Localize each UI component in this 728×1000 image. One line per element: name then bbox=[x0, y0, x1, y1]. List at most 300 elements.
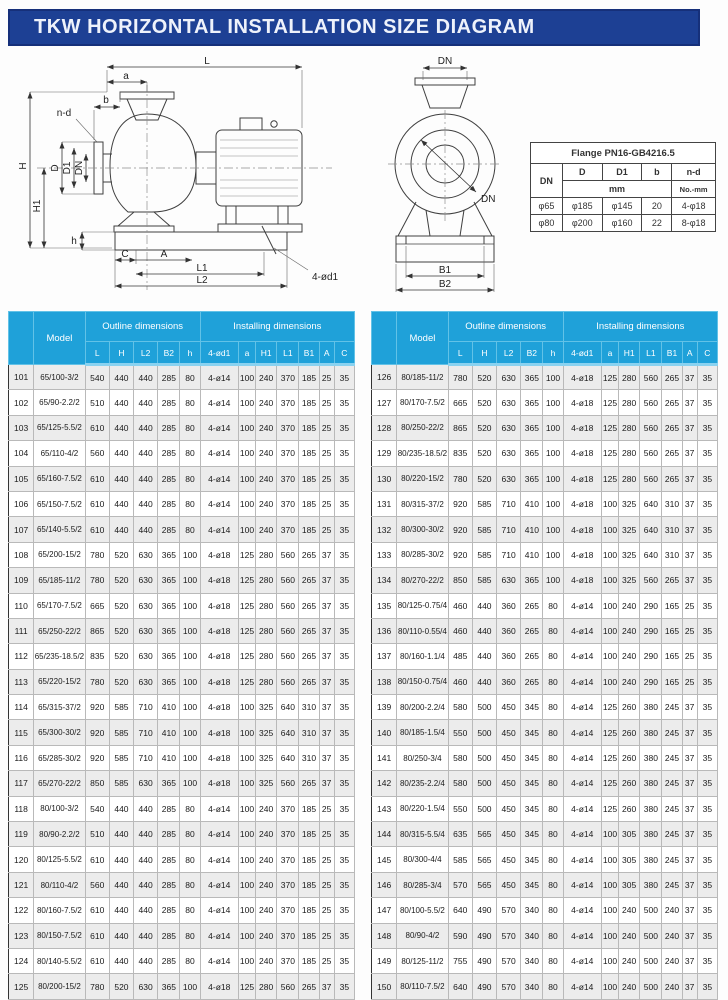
col-L1: L1 bbox=[640, 342, 662, 365]
dim-cell: 340 bbox=[521, 974, 543, 999]
installing-group-header: Installing dimensions bbox=[563, 312, 717, 342]
dim-cell: 500 bbox=[640, 898, 662, 923]
dim-cell: 37 bbox=[682, 898, 697, 923]
dim-cell: 365 bbox=[521, 415, 543, 440]
model-cell: 80/270-22/2 bbox=[397, 568, 448, 593]
dim-cell: 125 bbox=[238, 669, 255, 694]
dim-cell: 240 bbox=[256, 365, 277, 390]
dim-cell: 285 bbox=[158, 466, 180, 491]
dim-cell: 240 bbox=[619, 669, 640, 694]
model-cell: 80/285-30/2 bbox=[397, 542, 448, 567]
model-cell: 80/300-30/2 bbox=[397, 517, 448, 542]
table-row bbox=[372, 695, 718, 720]
col-C: C bbox=[697, 342, 717, 365]
table-row bbox=[9, 491, 355, 516]
dim-cell: 345 bbox=[521, 847, 543, 872]
dim-cell: 450 bbox=[497, 872, 521, 897]
dim-cell: 185 bbox=[299, 491, 319, 516]
dim-cell: 35 bbox=[697, 415, 717, 440]
table-row bbox=[9, 390, 355, 415]
dim-cell: 560 bbox=[640, 390, 662, 415]
dim-cell: 240 bbox=[256, 441, 277, 466]
model-cell: 80/315-37/2 bbox=[397, 491, 448, 516]
row-number: 143 bbox=[372, 796, 397, 821]
dim-cell: 4-ø14 bbox=[563, 771, 601, 796]
row-number: 131 bbox=[372, 491, 397, 516]
col-B2: B2 bbox=[521, 342, 543, 365]
dim-cell: 35 bbox=[697, 466, 717, 491]
dim-cell: 835 bbox=[85, 644, 109, 669]
dim-cell: 4-ø14 bbox=[563, 593, 601, 618]
dim-cell: 100 bbox=[238, 441, 255, 466]
dim-cell: 560 bbox=[277, 644, 299, 669]
dim-cell: 360 bbox=[497, 593, 521, 618]
dim-cell: 35 bbox=[334, 415, 354, 440]
dim-cell: 570 bbox=[448, 872, 472, 897]
dim-cell: 80 bbox=[180, 847, 200, 872]
dim-cell: 370 bbox=[277, 822, 299, 847]
dim-cell: 4-ø14 bbox=[563, 923, 601, 948]
dim-cell: 560 bbox=[640, 365, 662, 390]
dim-cell: φ160 bbox=[602, 215, 642, 232]
dim-cell: 265 bbox=[521, 669, 543, 694]
dim-cell: 185 bbox=[299, 415, 319, 440]
flange-col-b: b bbox=[642, 164, 672, 181]
dim-cell: 450 bbox=[497, 822, 521, 847]
table-row bbox=[372, 745, 718, 770]
dim-cell: 35 bbox=[697, 365, 717, 390]
dim-cell: 285 bbox=[158, 822, 180, 847]
dim-cell: 850 bbox=[448, 568, 472, 593]
dim-cell: 100 bbox=[601, 898, 618, 923]
dim-cell: 25 bbox=[682, 669, 697, 694]
dim-label-a: a bbox=[123, 71, 129, 82]
dim-cell: 37 bbox=[682, 720, 697, 745]
model-cell: 80/200-2.2/4 bbox=[397, 695, 448, 720]
dim-cell: 490 bbox=[472, 974, 496, 999]
dim-cell: 185 bbox=[299, 847, 319, 872]
dim-cell: 245 bbox=[662, 771, 682, 796]
dim-cell: 37 bbox=[319, 720, 334, 745]
dim-cell: 520 bbox=[472, 365, 496, 390]
dim-cell: 360 bbox=[497, 644, 521, 669]
dim-cell: 37 bbox=[319, 974, 334, 999]
dim-cell: 520 bbox=[109, 593, 133, 618]
dim-cell: 245 bbox=[662, 872, 682, 897]
table-row bbox=[372, 491, 718, 516]
drawing-area bbox=[0, 48, 728, 308]
dim-cell: 570 bbox=[497, 898, 521, 923]
dim-cell: 80 bbox=[543, 669, 563, 694]
row-number: 103 bbox=[9, 415, 34, 440]
dim-cell: 80 bbox=[180, 365, 200, 390]
dimension-tables bbox=[8, 311, 718, 1000]
model-cell: 65/160-7.5/2 bbox=[34, 466, 85, 491]
dim-cell: 185 bbox=[299, 390, 319, 415]
dim-cell: 410 bbox=[158, 720, 180, 745]
dim-cell: 305 bbox=[619, 847, 640, 872]
dim-cell: 4-ø18 bbox=[563, 415, 601, 440]
dim-cell: 4-ø14 bbox=[200, 898, 238, 923]
dim-cell: 100 bbox=[601, 948, 618, 973]
model-cell: 80/110-7.5/2 bbox=[397, 974, 448, 999]
row-number: 134 bbox=[372, 568, 397, 593]
dim-cell: 550 bbox=[448, 796, 472, 821]
dim-cell: 440 bbox=[134, 491, 158, 516]
page-title: TKW HORIZONTAL INSTALLATION SIZE DIAGRAM bbox=[34, 16, 535, 38]
dim-cell: 345 bbox=[521, 796, 543, 821]
dim-cell: 35 bbox=[697, 390, 717, 415]
dim-cell: 4-ø14 bbox=[563, 669, 601, 694]
dim-cell: 440 bbox=[472, 669, 496, 694]
model-cell: 65/220-15/2 bbox=[34, 669, 85, 694]
dim-cell: 440 bbox=[109, 415, 133, 440]
dim-cell: 585 bbox=[109, 695, 133, 720]
row-number: 125 bbox=[9, 974, 34, 999]
dim-cell: 325 bbox=[256, 695, 277, 720]
dim-cell: 4-ø18 bbox=[200, 695, 238, 720]
dim-cell: 240 bbox=[256, 796, 277, 821]
dim-cell: 560 bbox=[640, 466, 662, 491]
col-H: H bbox=[109, 342, 133, 365]
dim-cell: 4-ø18 bbox=[200, 974, 238, 999]
dim-cell: 35 bbox=[334, 491, 354, 516]
dim-cell: 125 bbox=[601, 720, 618, 745]
dim-cell: 560 bbox=[640, 441, 662, 466]
dim-cell: 440 bbox=[109, 898, 133, 923]
model-cell: 80/300-4/4 bbox=[397, 847, 448, 872]
table-row bbox=[372, 390, 718, 415]
model-header: Model bbox=[397, 312, 448, 365]
dim-cell: 280 bbox=[256, 644, 277, 669]
dim-cell: 610 bbox=[85, 923, 109, 948]
dim-cell: 780 bbox=[448, 466, 472, 491]
model-cell: 80/250-3/4 bbox=[397, 745, 448, 770]
dim-cell: 585 bbox=[109, 771, 133, 796]
dim-cell: 37 bbox=[319, 669, 334, 694]
dim-cell: 4-ø14 bbox=[563, 847, 601, 872]
dim-cell: 265 bbox=[299, 669, 319, 694]
dim-cell: 240 bbox=[619, 948, 640, 973]
row-number: 115 bbox=[9, 720, 34, 745]
dim-cell: 37 bbox=[682, 390, 697, 415]
dim-cell: 460 bbox=[448, 669, 472, 694]
dim-cell: 37 bbox=[319, 618, 334, 643]
row-number: 122 bbox=[9, 898, 34, 923]
dim-cell: 240 bbox=[256, 466, 277, 491]
dim-cell: 37 bbox=[682, 822, 697, 847]
row-number: 133 bbox=[372, 542, 397, 567]
row-number: 126 bbox=[372, 365, 397, 390]
dim-cell: 280 bbox=[619, 365, 640, 390]
dim-cell: 640 bbox=[640, 542, 662, 567]
dim-cell: 4-ø14 bbox=[563, 745, 601, 770]
dim-cell: 240 bbox=[256, 847, 277, 872]
dim-cell: 265 bbox=[299, 568, 319, 593]
dim-cell: 490 bbox=[472, 898, 496, 923]
model-cell: 65/185-11/2 bbox=[34, 568, 85, 593]
dim-cell: 4-ø14 bbox=[200, 390, 238, 415]
dim-cell: 37 bbox=[682, 695, 697, 720]
col-4-d1: 4-ød1 bbox=[563, 342, 601, 365]
dim-cell: 285 bbox=[158, 948, 180, 973]
dim-cell: 185 bbox=[299, 441, 319, 466]
dim-cell: 610 bbox=[85, 415, 109, 440]
dim-cell: 100 bbox=[238, 822, 255, 847]
dim-cell: 440 bbox=[109, 948, 133, 973]
dim-cell: 37 bbox=[682, 491, 697, 516]
table-row bbox=[531, 198, 716, 215]
dim-cell: 80 bbox=[543, 974, 563, 999]
row-number: 116 bbox=[9, 745, 34, 770]
dim-cell: 325 bbox=[256, 720, 277, 745]
dim-cell: 100 bbox=[543, 491, 563, 516]
dim-cell: 35 bbox=[697, 745, 717, 770]
dim-label-L: L bbox=[204, 56, 210, 67]
table-row bbox=[372, 796, 718, 821]
dim-cell: 440 bbox=[109, 923, 133, 948]
dim-cell: 100 bbox=[238, 923, 255, 948]
dim-cell: 510 bbox=[85, 822, 109, 847]
dim-cell: 35 bbox=[334, 618, 354, 643]
dim-cell: 25 bbox=[319, 390, 334, 415]
dim-cell: 345 bbox=[521, 822, 543, 847]
dim-cell: 4-ø14 bbox=[200, 948, 238, 973]
dim-cell: 25 bbox=[682, 644, 697, 669]
table-row bbox=[9, 644, 355, 669]
right-table-body bbox=[372, 365, 718, 1000]
dim-cell: 125 bbox=[601, 796, 618, 821]
dim-cell: 125 bbox=[238, 542, 255, 567]
dim-cell: 365 bbox=[158, 771, 180, 796]
dim-cell: 100 bbox=[238, 796, 255, 821]
dim-cell: 35 bbox=[697, 720, 717, 745]
dim-cell: 25 bbox=[319, 796, 334, 821]
dim-cell: 165 bbox=[662, 644, 682, 669]
dim-cell: 280 bbox=[619, 390, 640, 415]
table-row bbox=[531, 215, 716, 232]
dim-cell: 260 bbox=[619, 745, 640, 770]
dim-cell: 630 bbox=[134, 618, 158, 643]
dim-cell: 240 bbox=[256, 923, 277, 948]
dim-cell: 185 bbox=[299, 923, 319, 948]
dim-cell: 80 bbox=[543, 872, 563, 897]
row-number: 107 bbox=[9, 517, 34, 542]
dim-cell: 100 bbox=[543, 415, 563, 440]
dim-cell: 37 bbox=[319, 644, 334, 669]
dim-cell: 25 bbox=[319, 517, 334, 542]
table-row bbox=[372, 923, 718, 948]
dim-cell: 440 bbox=[109, 390, 133, 415]
table-row bbox=[9, 974, 355, 999]
row-number: 109 bbox=[9, 568, 34, 593]
dim-cell: 35 bbox=[697, 796, 717, 821]
dim-cell: 285 bbox=[158, 898, 180, 923]
dim-cell: 665 bbox=[448, 390, 472, 415]
dim-cell: 35 bbox=[697, 974, 717, 999]
dim-cell: 240 bbox=[662, 923, 682, 948]
dim-cell: 37 bbox=[319, 568, 334, 593]
model-cell: 65/315-37/2 bbox=[34, 695, 85, 720]
table-row bbox=[9, 365, 355, 390]
table-row bbox=[372, 441, 718, 466]
model-cell: 80/315-5.5/4 bbox=[397, 822, 448, 847]
table-row bbox=[372, 898, 718, 923]
dim-cell: 440 bbox=[134, 898, 158, 923]
model-cell: 80/90-2.2/2 bbox=[34, 822, 85, 847]
dim-label-4-d1: 4-ød1 bbox=[312, 272, 339, 283]
dim-cell: 25 bbox=[319, 872, 334, 897]
flange-col-nd: n-d bbox=[672, 164, 716, 181]
dim-cell: 630 bbox=[134, 568, 158, 593]
dim-cell: 100 bbox=[601, 644, 618, 669]
dim-cell: 100 bbox=[601, 669, 618, 694]
model-cell: 80/160-7.5/2 bbox=[34, 898, 85, 923]
dim-cell: 280 bbox=[619, 415, 640, 440]
dim-cell: 440 bbox=[134, 415, 158, 440]
dim-cell: 290 bbox=[640, 618, 662, 643]
dim-cell: 25 bbox=[319, 948, 334, 973]
dim-cell: 710 bbox=[134, 695, 158, 720]
dim-cell: 125 bbox=[601, 365, 618, 390]
dim-cell: 185 bbox=[299, 898, 319, 923]
dim-cell: 37 bbox=[319, 695, 334, 720]
title-banner bbox=[8, 9, 700, 46]
dim-cell: 80 bbox=[543, 948, 563, 973]
table-row bbox=[9, 898, 355, 923]
dim-cell: 920 bbox=[448, 491, 472, 516]
col-H1: H1 bbox=[256, 342, 277, 365]
dim-cell: 665 bbox=[85, 593, 109, 618]
dim-cell: 450 bbox=[497, 695, 521, 720]
dim-cell: 35 bbox=[334, 542, 354, 567]
dim-cell: 4-ø18 bbox=[563, 365, 601, 390]
dim-cell: 37 bbox=[682, 796, 697, 821]
dim-cell: 245 bbox=[662, 720, 682, 745]
row-number: 106 bbox=[9, 491, 34, 516]
row-number: 121 bbox=[9, 872, 34, 897]
dim-cell: 365 bbox=[521, 365, 543, 390]
dim-cell: 560 bbox=[277, 669, 299, 694]
dim-cell: 370 bbox=[277, 872, 299, 897]
dim-cell: 35 bbox=[334, 644, 354, 669]
dim-cell: 580 bbox=[448, 771, 472, 796]
dim-cell: 100 bbox=[180, 618, 200, 643]
dim-cell: 325 bbox=[256, 745, 277, 770]
dim-cell: 310 bbox=[662, 542, 682, 567]
dim-cell: 370 bbox=[277, 898, 299, 923]
model-cell: 80/285-3/4 bbox=[397, 872, 448, 897]
dim-cell: 240 bbox=[256, 415, 277, 440]
dim-cell: 4-ø14 bbox=[200, 415, 238, 440]
row-number: 128 bbox=[372, 415, 397, 440]
dim-cell: 35 bbox=[697, 847, 717, 872]
dim-cell: 440 bbox=[109, 441, 133, 466]
table-row bbox=[372, 669, 718, 694]
model-cell: 80/125-11/2 bbox=[397, 948, 448, 973]
dim-cell: 125 bbox=[238, 618, 255, 643]
dim-cell: 80 bbox=[180, 948, 200, 973]
table-row bbox=[9, 466, 355, 491]
dim-cell: 25 bbox=[319, 847, 334, 872]
dim-cell: 4-ø14 bbox=[200, 872, 238, 897]
dim-cell: 35 bbox=[334, 771, 354, 796]
dim-cell: 565 bbox=[472, 822, 496, 847]
dim-cell: 365 bbox=[521, 441, 543, 466]
dim-cell: 610 bbox=[85, 466, 109, 491]
dim-cell: 100 bbox=[601, 491, 618, 516]
dim-cell: 360 bbox=[497, 669, 521, 694]
col-h: h bbox=[543, 342, 563, 365]
dim-cell: 280 bbox=[256, 618, 277, 643]
dim-cell: 460 bbox=[448, 593, 472, 618]
dim-cell: 450 bbox=[497, 796, 521, 821]
dim-cell: 780 bbox=[85, 568, 109, 593]
dim-cell: 610 bbox=[85, 948, 109, 973]
dim-cell: 450 bbox=[497, 771, 521, 796]
dim-cell: 365 bbox=[158, 974, 180, 999]
dim-cell: 4-ø18 bbox=[563, 441, 601, 466]
dim-cell: 125 bbox=[601, 771, 618, 796]
dim-cell: 920 bbox=[448, 542, 472, 567]
row-number: 117 bbox=[9, 771, 34, 796]
dim-cell: 100 bbox=[180, 568, 200, 593]
dimension-table-right bbox=[371, 311, 718, 1000]
dim-cell: 4-ø14 bbox=[563, 822, 601, 847]
dim-label-b: b bbox=[103, 95, 109, 106]
dim-cell: 265 bbox=[521, 593, 543, 618]
table-row bbox=[372, 644, 718, 669]
dim-cell: 260 bbox=[619, 695, 640, 720]
model-cell: 80/200-15/2 bbox=[34, 974, 85, 999]
dim-cell: 35 bbox=[334, 390, 354, 415]
outline-group-header: Outline dimensions bbox=[85, 312, 200, 342]
dim-cell: 265 bbox=[299, 618, 319, 643]
dim-cell: 100 bbox=[238, 695, 255, 720]
dim-cell: 4-ø14 bbox=[200, 923, 238, 948]
dim-cell: 920 bbox=[448, 517, 472, 542]
dim-cell: 245 bbox=[662, 695, 682, 720]
dim-cell: 365 bbox=[158, 568, 180, 593]
dim-cell: 240 bbox=[662, 974, 682, 999]
dim-cell: 25 bbox=[319, 365, 334, 390]
dim-cell: 80 bbox=[180, 390, 200, 415]
dim-label-DN-top: DN bbox=[437, 56, 453, 67]
dim-cell: 20 bbox=[642, 198, 672, 215]
dim-cell: 780 bbox=[85, 669, 109, 694]
dim-cell: 4-ø18 bbox=[200, 542, 238, 567]
dim-cell: 780 bbox=[448, 365, 472, 390]
dim-cell: 100 bbox=[180, 695, 200, 720]
table-row bbox=[372, 517, 718, 542]
dim-cell: 100 bbox=[238, 415, 255, 440]
dim-cell: 500 bbox=[472, 695, 496, 720]
col-L: L bbox=[85, 342, 109, 365]
model-cell: 80/185-11/2 bbox=[397, 365, 448, 390]
table-row bbox=[372, 542, 718, 567]
dim-cell: 35 bbox=[334, 796, 354, 821]
col-h: h bbox=[180, 342, 200, 365]
table-row bbox=[9, 568, 355, 593]
dim-cell: 4-ø14 bbox=[200, 491, 238, 516]
dim-cell: 410 bbox=[521, 491, 543, 516]
dim-cell: 440 bbox=[109, 517, 133, 542]
dim-cell: 165 bbox=[662, 669, 682, 694]
dim-cell: 370 bbox=[277, 390, 299, 415]
model-cell: 65/250-22/2 bbox=[34, 618, 85, 643]
dim-cell: 25 bbox=[319, 491, 334, 516]
dim-cell: 630 bbox=[497, 568, 521, 593]
